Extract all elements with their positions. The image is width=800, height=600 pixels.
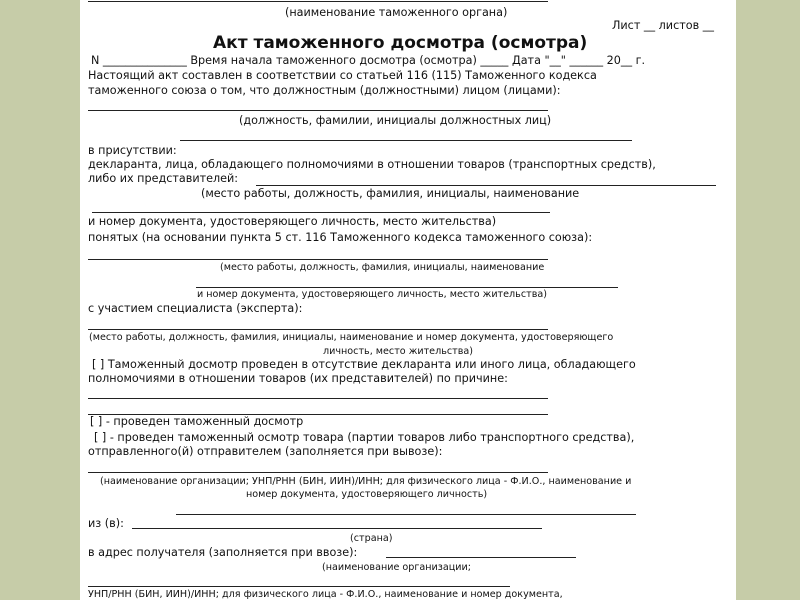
absence-line-1: [ ] Таможенный досмотр проведен в отсутствие декларанта или иного лица, обладающего — [92, 358, 636, 371]
blank-line — [180, 140, 632, 141]
id-doc-caption-1: и номер документа, удостоверяющего личность, место жительства) — [88, 215, 497, 228]
recipient-line: в адрес получателя (заполняется при ввозе): — [88, 546, 358, 559]
blank-line — [386, 557, 576, 558]
blank-line — [88, 398, 548, 399]
customs-inspection-done: [ ] - проведен таможенный досмотр — [90, 415, 304, 428]
declarant-line-2: либо их представителей: — [88, 172, 239, 185]
blank-line — [88, 472, 548, 473]
officials-caption: (должность, фамилии, инициалы должностных лиц) — [239, 114, 552, 127]
work-caption-2: (место работы, должность, фамилия, инициалы, наименование — [220, 262, 545, 273]
unp-caption: УНП/РНН (БИН, ИИН)/ИНН; для физического лица - Ф.И.О., наименование и номер документа, — [88, 589, 563, 600]
blank-line — [88, 586, 510, 587]
presence-label: в присутствии: — [88, 144, 177, 157]
declarant-line-1: декларанта, лица, обладающего полномочиями в отношении товаров (транспортных средств), — [88, 158, 656, 171]
from-label: из (в): — [88, 517, 124, 530]
blank-line — [88, 259, 548, 260]
specialist-caption-1: (место работы, должность, фамилия, инициалы, наименование и номер документа, удостоверяющего — [89, 332, 614, 343]
intro-line-1: Настоящий акт составлен в соответствии со статьей 116 (115) Таможенного кодекса — [88, 69, 597, 82]
specialist-line: с участием специалиста (эксперта): — [88, 302, 303, 315]
document-title: Акт таможенного досмотра (осмотра) — [213, 33, 588, 53]
country-caption: (страна) — [350, 533, 393, 544]
inspection-line-1: [ ] - проведен таможенный осмотр товара (партии товаров либо транспортного средства), — [94, 431, 635, 444]
blank-line — [256, 185, 716, 186]
org-caption-2: номер документа, удостоверяющего личность) — [246, 489, 488, 500]
absence-line-2: полномочиями в отношении товаров (их представителей) по причине: — [88, 372, 508, 385]
document-page — [80, 0, 736, 600]
blank-line — [88, 110, 548, 111]
inspection-line-2: отправленного(й) отправителем (заполняется при вывозе): — [88, 445, 443, 458]
blank-line — [132, 528, 542, 529]
specialist-caption-2: личность, место жительства) — [323, 346, 474, 357]
witnesses-line: понятых (на основании пункта 5 ст. 116 Таможенного кодекса таможенного союза): — [88, 231, 593, 244]
org-name-caption: (наименование организации; — [322, 562, 472, 573]
organ-caption: (наименование таможенного органа) — [285, 6, 508, 19]
org-caption-1: (наименование организации; УНП/РНН (БИН, ИИН)/ИНН; для физического лица - Ф.И.О., наименование и — [100, 476, 632, 487]
work-caption-1: (место работы, должность, фамилия, инициалы, наименование — [201, 187, 580, 200]
intro-line-2: таможенного союза о том, что должностным (должностными) лицом (лицами): — [88, 84, 561, 97]
blank-line — [88, 329, 548, 330]
blank-line — [88, 1, 548, 2]
id-doc-caption-2: и номер документа, удостоверяющего личность, место жительства) — [197, 289, 547, 300]
meta-line: N _______________ Время начала таможенного досмотра (осмотра) _____ Дата "__" ______ 20__ г. — [91, 54, 646, 67]
blank-line — [92, 212, 550, 213]
blank-line — [176, 514, 636, 515]
sheet-count: Лист __ листов __ — [612, 19, 714, 32]
